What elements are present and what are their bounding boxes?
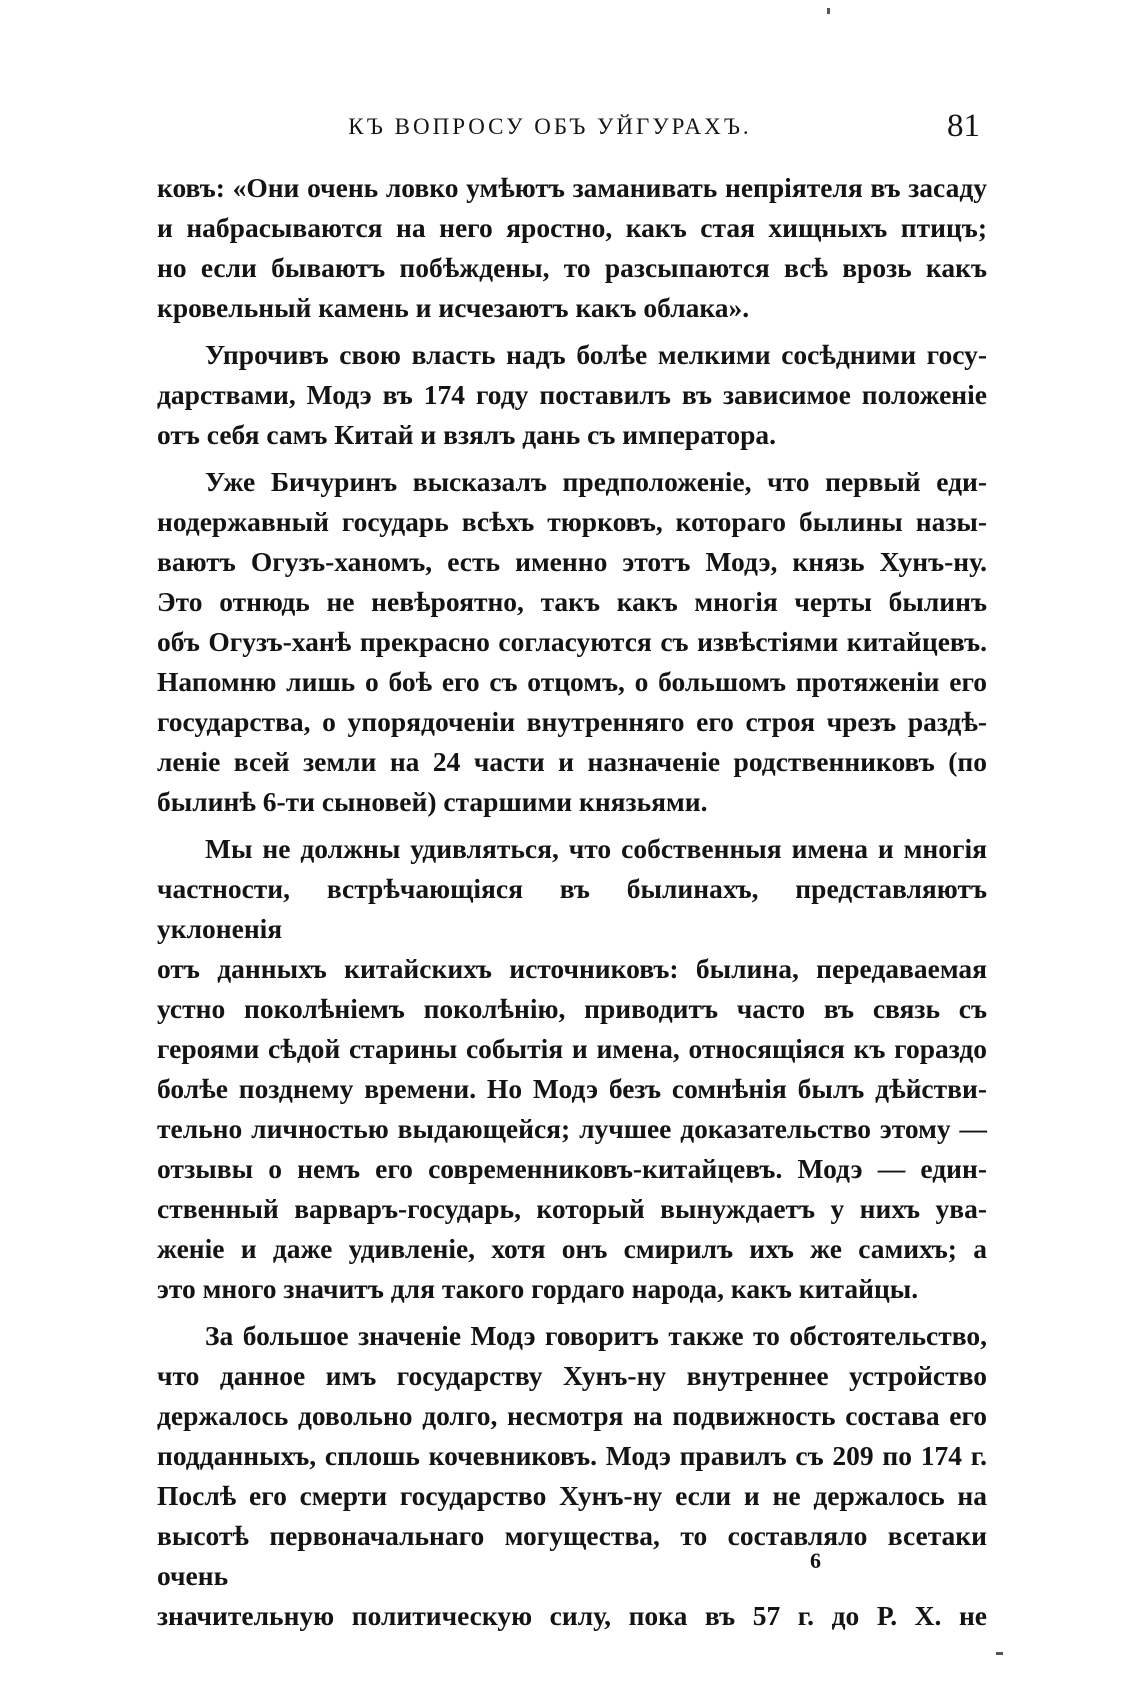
text-line: отъ себя самъ Китай и взялъ дань съ императора. bbox=[157, 419, 777, 450]
paragraph bbox=[157, 829, 987, 1309]
text-line: ственный варваръ-государь, который вынуждаетъ у нихъ ува- bbox=[157, 1193, 987, 1224]
text-line: Мы не должны удивляться, что собственныя имена и многія bbox=[205, 833, 987, 864]
text-line: подданныхъ, сплошь кочевниковъ. Модэ правилъ съ 209 по 174 г. bbox=[157, 1440, 987, 1471]
text-line: героями сѣдой старины событія и имена, относящіяся къ гораздо bbox=[157, 1033, 987, 1064]
paragraph bbox=[157, 462, 987, 822]
text-line: Упрочивъ свою власть надъ болѣе мелкими сосѣдними госу- bbox=[205, 339, 987, 370]
text-line: государства, о упорядоченіи внутренняго его строя чрезъ раздѣ- bbox=[157, 706, 987, 737]
text-line: Это отнюдь не невѣроятно, такъ какъ многія черты былинъ bbox=[157, 586, 987, 617]
signature-mark: 6 bbox=[810, 1548, 821, 1573]
text-line: ковъ: «Они очень ловко умѣютъ заманивать непріятеля въ засаду bbox=[157, 172, 987, 203]
running-head: КЪ ВОПРОСУ ОБЪ УЙГУРАХЪ. bbox=[348, 114, 752, 139]
text-line: но если бываютъ побѣждены, то разсыпаются всѣ врозь какъ bbox=[157, 252, 987, 283]
text-line: отъ данныхъ китайскихъ источниковъ: былина, передаваемая bbox=[157, 953, 987, 984]
paragraph bbox=[157, 335, 987, 455]
text-line: тельно личностью выдающейся; лучшее доказательство этому — bbox=[157, 1113, 987, 1144]
print-speck bbox=[996, 1652, 1003, 1655]
text-line: значительную политическую силу, пока въ 57 г. до Р. Х. не bbox=[157, 1600, 987, 1631]
text-line: держалось довольно долго, несмотря на подвижность состава его bbox=[157, 1400, 987, 1431]
text-line: высотѣ первоначальнаго могущества, то составляло всетаки очень bbox=[157, 1520, 987, 1591]
text-line: это много значитъ для такого гордаго народа, какъ китайцы. bbox=[157, 1273, 919, 1304]
text-line: устно поколѣніемъ поколѣнію, приводитъ часто въ связь съ bbox=[157, 993, 987, 1024]
print-speck bbox=[827, 8, 830, 14]
text-line: Напомню лишь о боѣ его съ отцомъ, о большомъ протяженіи его bbox=[157, 666, 987, 697]
text-line: частности, встрѣчающіяся въ былинахъ, представляютъ уклоненія bbox=[157, 873, 987, 944]
text-line: женіе и даже удивленіе, хотя онъ смирилъ ихъ же самихъ; а bbox=[157, 1233, 987, 1264]
paragraph bbox=[157, 168, 987, 328]
text-line: нодержавный государь всѣхъ тюрковъ, котораго былины назы- bbox=[157, 506, 987, 537]
text-line: отзывы о немъ его современниковъ-китайцевъ. Модэ — един- bbox=[157, 1153, 987, 1184]
text-line: леніе всей земли на 24 части и назначеніе родственниковъ (по bbox=[157, 746, 987, 777]
text-line: За большое значеніе Модэ говоритъ также то обстоятельство, bbox=[205, 1320, 987, 1351]
page-number: 81 bbox=[947, 108, 980, 144]
text-line: кровельный камень и исчезаютъ какъ облака». bbox=[157, 292, 750, 323]
text-line: что данное имъ государству Хунъ-ну внутреннее устройство bbox=[157, 1360, 987, 1391]
text-line: Послѣ его смерти государство Хунъ-ну если и не держалось на bbox=[157, 1480, 987, 1511]
text-line: и набрасываются на него яростно, какъ стая хищныхъ птицъ; bbox=[157, 212, 987, 243]
page-body bbox=[157, 168, 987, 1636]
text-line: болѣе позднему времени. Но Модэ безъ сомнѣнія былъ дѣйстви- bbox=[157, 1073, 987, 1104]
text-line: объ Огузъ-ханѣ прекрасно согласуются съ извѣстіями китайцевъ. bbox=[157, 626, 987, 657]
page-header bbox=[160, 108, 980, 148]
text-line: былинѣ 6-ти сыновей) старшими князьями. bbox=[157, 786, 708, 817]
text-line: дарствами, Модэ въ 174 году поставилъ въ зависимое положеніе bbox=[157, 379, 987, 410]
text-line: Уже Бичуринъ высказалъ предположеніе, что первый еди- bbox=[205, 466, 987, 497]
text-line: ваютъ Огузъ-ханомъ, есть именно этотъ Модэ, князь Хунъ-ну. bbox=[157, 546, 987, 577]
paragraph bbox=[157, 1316, 987, 1636]
